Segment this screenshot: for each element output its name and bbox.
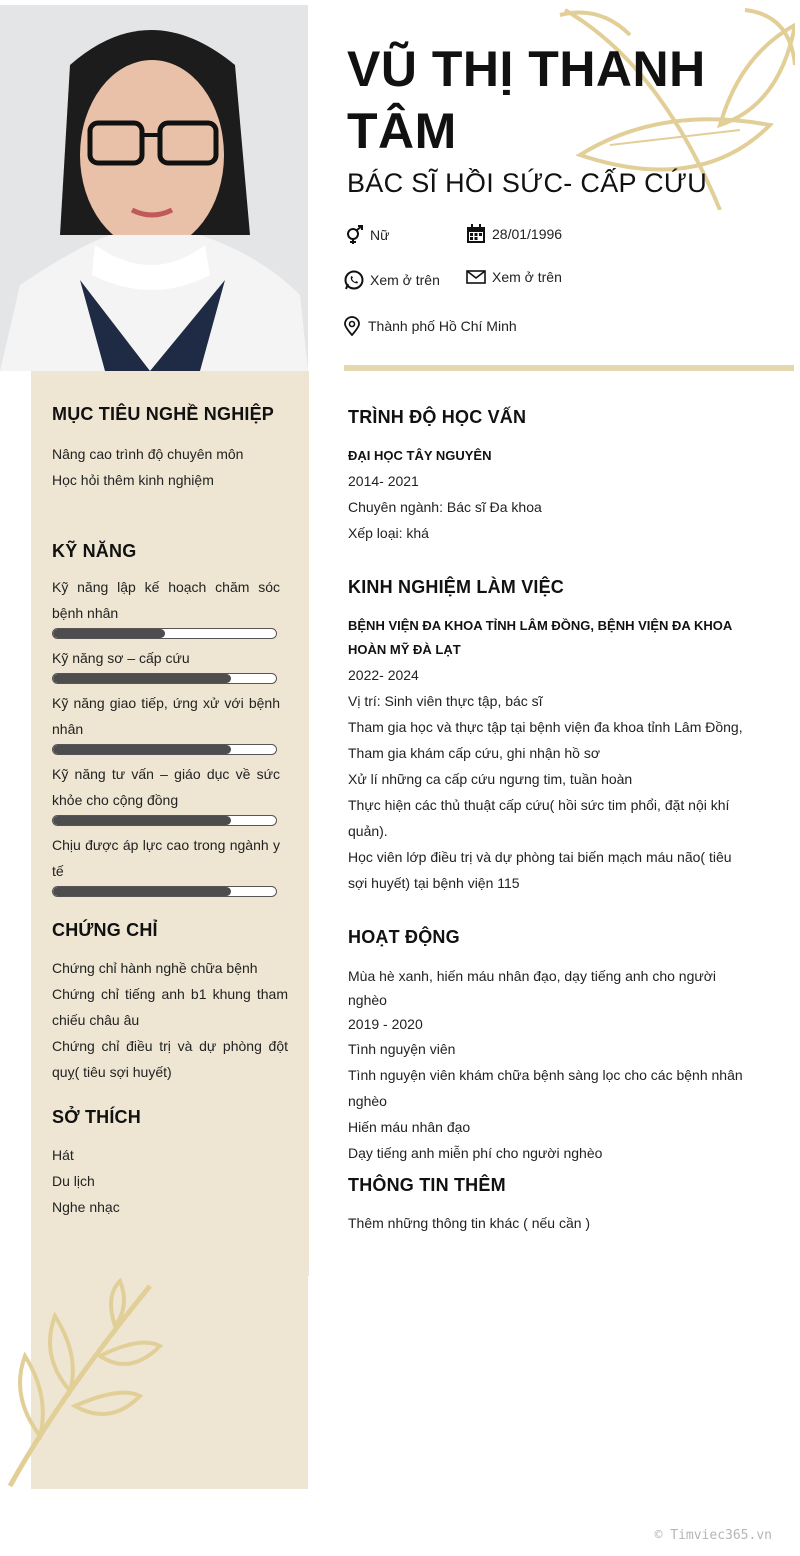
certificate-item: Chứng chỉ hành nghề chữa bệnh bbox=[52, 960, 258, 976]
portrait-illustration bbox=[0, 5, 308, 371]
skill-label: Chịu được áp lực cao trong ngành y tế bbox=[52, 837, 280, 879]
experience-line: Xử lí những ca cấp cứu ngưng tim, tuần hoàn bbox=[348, 771, 633, 787]
email-info bbox=[466, 267, 562, 287]
address-info bbox=[342, 316, 517, 336]
skill-label: Kỹ năng tư vấn – giáo dục về sức khỏe cho cộng đồng bbox=[52, 766, 280, 808]
location-icon bbox=[342, 316, 362, 336]
education-years: 2014- 2021 bbox=[348, 473, 419, 489]
activities-section bbox=[348, 927, 758, 1166]
experience-title: KINH NGHIỆM LÀM VIỆC bbox=[348, 577, 565, 597]
phone-value: Xem ở trên bbox=[370, 272, 440, 288]
skill-label: Kỹ năng giao tiếp, ứng xử với bệnh nhân bbox=[52, 695, 280, 737]
activity-line: Mùa hè xanh, hiến máu nhân đạo, dạy tiếng anh cho người nghèo bbox=[348, 968, 717, 1008]
skill-bar bbox=[52, 744, 277, 755]
experience-years: 2022- 2024 bbox=[348, 667, 419, 683]
skill-label: Kỹ năng sơ – cấp cứu bbox=[52, 650, 190, 666]
experience-line: Học viên lớp điều trị và dự phòng tai biến mạch máu não( tiêu sợi huyết) tại bệnh viện 115 bbox=[348, 849, 732, 891]
activity-line: Tình nguyện viên khám chữa bệnh sàng lọc cho các bệnh nhân nghèo bbox=[348, 1067, 743, 1109]
experience-line: Vị trí: Sinh viên thực tập, bác sĩ bbox=[348, 693, 543, 709]
activity-line: Tình nguyện viên bbox=[348, 1041, 456, 1057]
objective-line: Nâng cao trình độ chuyên môn bbox=[52, 446, 244, 462]
hobbies-title: SỞ THÍCH bbox=[52, 1107, 141, 1127]
profile-photo bbox=[0, 5, 308, 371]
skill-item bbox=[52, 645, 280, 684]
header-divider bbox=[344, 365, 794, 371]
school-name: ĐẠI HỌC TÂY NGUYÊN bbox=[348, 448, 492, 463]
objective-title: MỤC TIÊU NGHỀ NGHIỆP bbox=[52, 404, 275, 424]
objective-section bbox=[52, 404, 288, 493]
phone-icon bbox=[344, 270, 364, 290]
candidate-name: VŨ THỊ THANH TÂM bbox=[347, 41, 706, 159]
certificate-item: Chứng chỉ điều trị và dự phòng đột quỵ( tiêu sợi huyết) bbox=[52, 1038, 288, 1080]
experience-section bbox=[348, 577, 753, 896]
certificates-title: CHỨNG CHỈ bbox=[52, 920, 158, 940]
calendar-icon bbox=[466, 224, 486, 244]
skill-bar bbox=[52, 815, 277, 826]
activities-title: HOẠT ĐỘNG bbox=[348, 927, 460, 947]
experience-line: Tham gia học và thực tập tại bệnh viện đa khoa tỉnh Lâm Đồng, bbox=[348, 719, 743, 735]
hobbies-section bbox=[52, 1107, 288, 1220]
hobby-item: Nghe nhạc bbox=[52, 1199, 120, 1215]
footer-watermark: © Timviec365.vn bbox=[654, 1528, 772, 1543]
skill-item bbox=[52, 574, 280, 639]
skill-bar bbox=[52, 673, 277, 684]
extra-info-text: Thêm những thông tin khác ( nếu cần ) bbox=[348, 1215, 591, 1231]
candidate-title: BÁC SĨ HỒI SỨC- CẤP CỨU bbox=[347, 168, 708, 198]
company-name: BỆNH VIỆN ĐA KHOA TỈNH LÂM ĐỒNG, BỆNH VIỆN ĐA KHOA HOÀN MỸ ĐÀ LẠT bbox=[348, 618, 732, 657]
skill-bar-fill bbox=[53, 674, 231, 683]
skill-bar bbox=[52, 628, 277, 639]
education-major: Chuyên ngành: Bác sĩ Đa khoa bbox=[348, 499, 542, 515]
certificate-item: Chứng chỉ tiếng anh b1 khung tham chiếu châu âu bbox=[52, 986, 288, 1028]
objective-line: Học hỏi thêm kinh nghiệm bbox=[52, 472, 214, 488]
skill-bar-fill bbox=[53, 745, 231, 754]
activity-line: Hiến máu nhân đạo bbox=[348, 1119, 471, 1135]
extra-info-title: THÔNG TIN THÊM bbox=[348, 1175, 506, 1195]
experience-line: Tham gia khám cấp cứu, ghi nhận hồ sơ bbox=[348, 745, 601, 761]
activity-line: 2019 - 2020 bbox=[348, 1016, 423, 1032]
skill-bar-fill bbox=[53, 887, 231, 896]
skill-bar-fill bbox=[53, 629, 165, 638]
skill-label: Kỹ năng lập kế hoạch chăm sóc bệnh nhân bbox=[52, 579, 280, 621]
gender-value: Nữ bbox=[370, 227, 390, 243]
leaf-decoration-icon bbox=[0, 1276, 175, 1491]
skill-item bbox=[52, 832, 280, 897]
phone-info bbox=[344, 270, 440, 290]
experience-line: Thực hiện các thủ thuật cấp cứu( hồi sức tim phổi, đặt nội khí quản). bbox=[348, 797, 730, 839]
gender-icon bbox=[344, 225, 364, 245]
email-value: Xem ở trên bbox=[492, 269, 562, 285]
skills-title: KỸ NĂNG bbox=[52, 541, 137, 561]
birthdate-info bbox=[466, 224, 562, 244]
skill-item bbox=[52, 690, 280, 755]
gender-info bbox=[344, 225, 389, 245]
activity-line: Dạy tiếng anh miễn phí cho người nghèo bbox=[348, 1145, 603, 1161]
education-rank: Xếp loại: khá bbox=[348, 525, 429, 541]
birthdate-value: 28/01/1996 bbox=[492, 226, 563, 242]
skill-bar-fill bbox=[53, 816, 231, 825]
mail-icon bbox=[466, 267, 486, 287]
hobby-item: Hát bbox=[52, 1147, 74, 1163]
skill-bar bbox=[52, 886, 277, 897]
extra-info-section bbox=[348, 1175, 758, 1236]
education-section bbox=[348, 407, 758, 546]
certificates-section bbox=[52, 920, 288, 1085]
hobby-item: Du lịch bbox=[52, 1173, 95, 1189]
address-value: Thành phố Hồ Chí Minh bbox=[368, 318, 517, 334]
education-title: TRÌNH ĐỘ HỌC VẤN bbox=[348, 407, 527, 427]
skill-item bbox=[52, 761, 280, 826]
skills-section bbox=[52, 541, 280, 901]
